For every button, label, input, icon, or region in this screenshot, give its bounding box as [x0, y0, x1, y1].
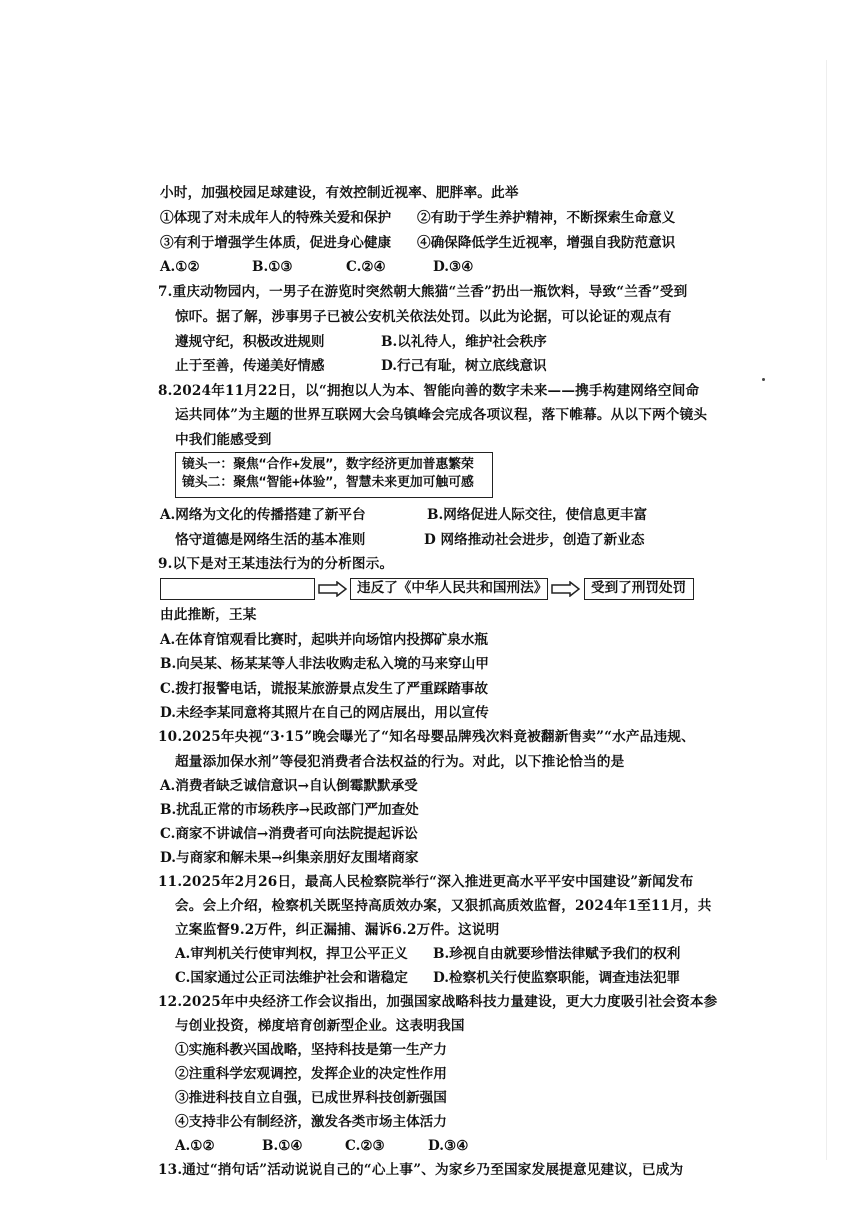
q7-stem-line-1: 7.重庆动物园内，一男子在游览时突然朝大熊猫“兰香”扔出一瓶饮料，导致“兰香”受到 [158, 284, 688, 300]
q8-option-d: D 网络推动社会进步，创造了新业态 [424, 532, 645, 548]
q7-option-b: B.以礼待人，维护社会秩序 [381, 334, 547, 350]
q11-stem-line-3: 立案监督9.2万件，纠正漏捕、漏诉6.2万件。这说明 [175, 922, 500, 938]
q9-flow-blank-box [160, 578, 315, 600]
q11-stem-line-2: 会。会上介绍，检察机关既坚持高质效办案，又狠抓高质效监督，2024年1至11月，共 [175, 898, 712, 914]
q11-option-d: D.检察机关行使监察职能，调查违法犯罪 [433, 970, 681, 986]
q13-stem-line-1: 13.通过“捎句话”活动说说自己的“心上事”、为家乡乃至国家发展提意见建议，已成为 [158, 1162, 684, 1178]
q7-stem-line-2: 惊吓。据了解，涉事男子已被公安机关依法处罚。以此为论据，可以论证的观点有 [175, 309, 672, 325]
q12-stem-line-1: 12.2025年中央经济工作会议指出，加强国家战略科技力量建设，更大力度吸引社会资本参 [158, 994, 718, 1010]
q11-option-c: C.国家通过公正司法维护社会和谐稳定 [175, 970, 408, 986]
q6-stem-line: 小时，加强校园足球建设，有效控制近视率、肥胖率。此举 [160, 185, 519, 201]
q12-option-d: D.③④ [428, 1138, 469, 1154]
q6-option-a: A.①② [160, 259, 200, 275]
q8-option-b: B.网络促进人际交往，使信息更丰富 [427, 507, 648, 523]
q7-option-c: 止于至善，传递美好情感 [175, 358, 325, 374]
q9-flow-arrow-2 [551, 581, 581, 597]
q6-option-d: D.③④ [433, 259, 474, 275]
q11-option-b: B.珍视自由就要珍惜法律赋予我们的权利 [433, 946, 681, 962]
q9-stem-line-2: 由此推断，王某 [160, 607, 257, 623]
q9-stem-line: 9.以下是对王某违法行为的分析图示。 [158, 556, 394, 572]
q10-option-d: D.与商家和解未果→纠集亲朋好友围堵商家 [160, 850, 419, 866]
q8-shot-2: 镜头二：聚焦“智能+体验”，智慧未来更加可触可感 [182, 475, 474, 490]
q10-stem-line-2: 超量添加保水剂”等侵犯消费者合法权益的行为。对此，以下推论恰当的是 [175, 754, 625, 770]
q8-camera-shots-box [175, 452, 493, 498]
q12-statement-3: ③推进科技自立自强，已成世界科技创新强国 [175, 1090, 447, 1106]
q7-option-a: 遵规守纪，积极改进规则 [175, 334, 325, 350]
q9-flow-law-box: 违反了《中华人民共和国刑法》 [350, 578, 548, 600]
q10-option-c: C.商家不讲诚信→消费者可向法院提起诉讼 [160, 826, 418, 842]
q8-option-c: 恪守道德是网络生活的基本准则 [175, 532, 366, 548]
q6-statement-1: ①体现了对未成年人的特殊关爱和保护 [160, 210, 392, 226]
q8-shot-1: 镜头一：聚焦“合作+发展”，数字经济更加普惠繁荣 [182, 457, 474, 472]
q6-statement-2: ②有助于学生养护精神，不断探索生命意义 [417, 210, 676, 226]
q8-stem-line-2: 运共同体”为主题的世界互联网大会乌镇峰会完成各项议程，落下帷幕。从以下两个镜头 [175, 407, 708, 423]
q12-option-c: C.②③ [345, 1138, 385, 1154]
q6-option-b: B.①③ [252, 259, 293, 275]
q10-stem-line-1: 10.2025年央视“3·15”晚会曝光了“知名母婴品牌残次料竟被翻新售卖”“水产品违规、 [158, 729, 695, 745]
q12-statement-2: ②注重科学宏观调控，发挥企业的决定性作用 [175, 1066, 447, 1082]
q9-option-d: D.未经李某同意将其照片在自己的网店展出，用以宣传 [160, 705, 489, 721]
q6-statement-3: ③有利于增强学生体质，促进身心健康 [160, 235, 392, 251]
q11-stem-line-1: 11.2025年2月26日，最高人民检察院举行“深入推进更高水平平安中国建设”新闻发布 [158, 874, 694, 890]
q9-option-a: A.在体育馆观看比赛时，起哄并向场馆内投掷矿泉水瓶 [160, 632, 488, 648]
q12-statement-1: ①实施科教兴国战略，坚持科技是第一生产力 [175, 1042, 447, 1058]
q12-option-b: B.①④ [262, 1138, 303, 1154]
q11-option-a: A.审判机关行使审判权，捍卫公平正义 [175, 946, 408, 962]
q10-option-b: B.扰乱正常的市场秩序→民政部门严加查处 [160, 802, 419, 818]
q9-option-c: C.拨打报警电话，谎报某旅游景点发生了严重踩踏事故 [160, 681, 488, 697]
q12-stem-line-2: 与创业投资，梯度培育创新型企业。这表明我国 [175, 1018, 465, 1034]
q12-statement-4: ④支持非公有制经济，激发各类市场主体活力 [175, 1114, 447, 1130]
q6-option-c: C.②④ [346, 259, 386, 275]
q7-option-d: D.行己有耻，树立底线意识 [381, 358, 547, 374]
q9-flow-arrow-1 [318, 581, 348, 597]
q6-statement-4: ④确保降低学生近视率，增强自我防范意识 [417, 235, 676, 251]
q9-option-b: B.向吴某、杨某某等人非法收购走私入境的马来穿山甲 [160, 656, 489, 672]
q8-option-a: A.网络为文化的传播搭建了新平台 [160, 507, 366, 523]
q9-flow-penalty-box: 受到了刑罚处罚 [584, 578, 694, 600]
scan-speck [762, 378, 765, 381]
q12-option-a: A.①② [175, 1138, 215, 1154]
q10-option-a: A.消费者缺乏诚信意识→自认倒霉默默承受 [160, 778, 418, 794]
q8-stem-line-3: 中我们能感受到 [175, 432, 272, 448]
q8-stem-line-1: 8.2024年11月22日，以“拥抱以人为本、智能向善的数字未来——携手构建网络空间命 [158, 383, 700, 399]
scan-edge [826, 60, 827, 1160]
